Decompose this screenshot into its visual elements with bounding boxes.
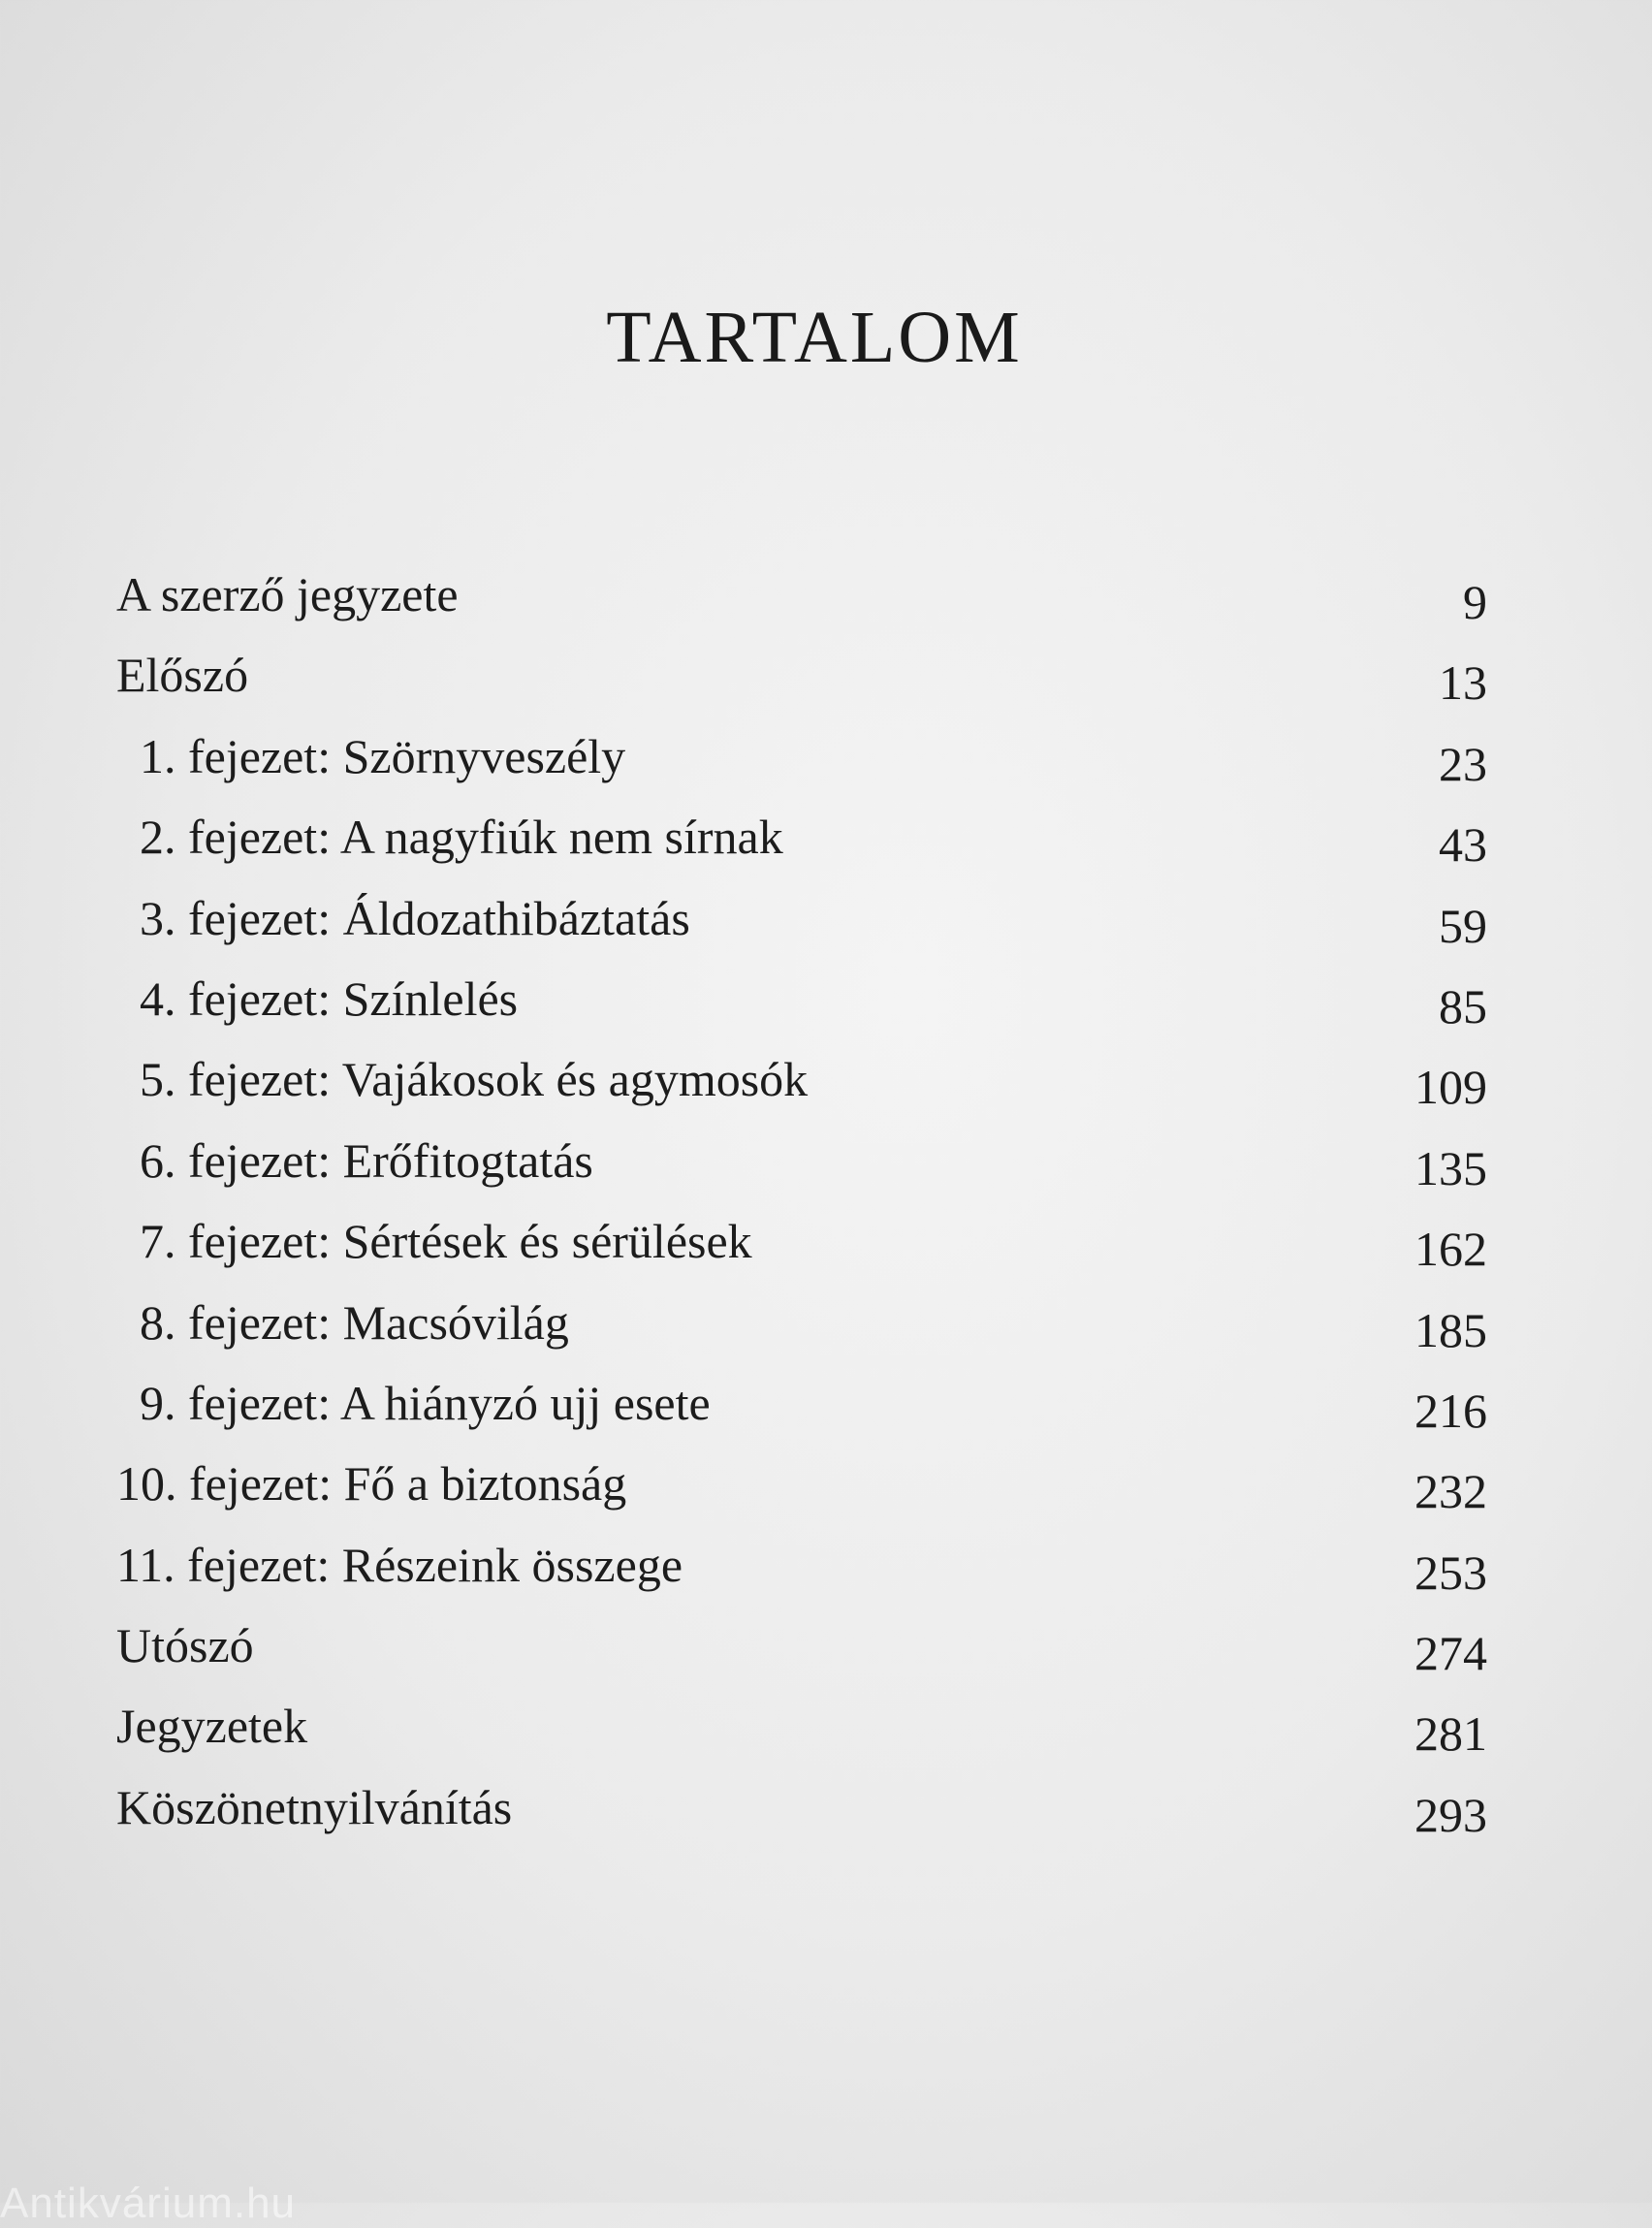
toc-entry (116, 1773, 1487, 1854)
toc-entry-title: 3. fejezet: Áldozathibáztatás (140, 890, 690, 945)
toc-entry-title: A szerző jegyzete (116, 567, 459, 621)
toc-entry (116, 1611, 1487, 1692)
toc-entry (116, 1692, 1487, 1772)
toc-entry-title: 9. fejezet: A hiányzó ujj esete (140, 1375, 711, 1430)
toc-entry-page-number: 13 (1439, 655, 1487, 711)
table-of-contents (116, 560, 1487, 1854)
toc-entry-title: 8. fejezet: Macsóvilág (140, 1294, 569, 1350)
toc-entry-title: 5. fejezet: Vajákosok és agymosók (140, 1052, 809, 1107)
toc-entry-page-number: 274 (1414, 1626, 1487, 1681)
toc-entry-title: Jegyzetek (116, 1699, 308, 1754)
toc-entry (116, 965, 1487, 1045)
page-title: TARTALOM (606, 297, 1023, 378)
toc-entry-page-number: 43 (1439, 817, 1487, 873)
watermark: Antikvárium.hu (0, 2180, 297, 2227)
toc-entry-page-number: 253 (1414, 1544, 1487, 1600)
toc-entry-title: 1. fejezet: Szörnyveszély (140, 728, 626, 783)
toc-entry-title: 7. fejezet: Sértések és sérülések (140, 1214, 752, 1269)
toc-entry (116, 1045, 1487, 1126)
toc-entry-page-number: 23 (1439, 736, 1487, 791)
toc-entry (116, 641, 1487, 721)
toc-entry (116, 1207, 1487, 1288)
toc-entry-title: Köszönetnyilvánítás (116, 1779, 513, 1834)
toc-entry-page-number: 293 (1414, 1787, 1487, 1842)
toc-entry-page-number: 216 (1414, 1383, 1487, 1438)
toc-entry (116, 722, 1487, 803)
toc-entry-title: 6. fejezet: Erőfitogtatás (140, 1132, 593, 1188)
toc-entry-title: Előszó (116, 648, 249, 703)
toc-entry (116, 1289, 1487, 1369)
toc-entry-page-number: 281 (1414, 1706, 1487, 1762)
toc-entry (116, 1127, 1487, 1207)
toc-entry (116, 560, 1487, 641)
toc-entry (116, 884, 1487, 965)
toc-entry (116, 1449, 1487, 1530)
toc-entry-page-number: 9 (1463, 575, 1487, 629)
toc-entry-title: 11. fejezet: Részeink összege (116, 1537, 683, 1592)
toc-entry-page-number: 185 (1414, 1302, 1487, 1357)
toc-entry-title: 4. fejezet: Színlelés (140, 971, 519, 1026)
toc-entry-title: 10. fejezet: Fő a biztonság (116, 1456, 627, 1512)
toc-entry-page-number: 109 (1414, 1060, 1487, 1115)
toc-entry (116, 1531, 1487, 1611)
toc-entry-title: 2. fejezet: A nagyfiúk nem sírnak (140, 810, 783, 865)
toc-entry (116, 1369, 1487, 1449)
toc-entry-page-number: 59 (1439, 898, 1487, 953)
toc-entry-page-number: 135 (1414, 1140, 1487, 1195)
toc-entry-page-number: 162 (1414, 1222, 1487, 1277)
toc-entry-page-number: 232 (1414, 1464, 1487, 1519)
toc-entry-title: Utószó (116, 1618, 254, 1673)
toc-entry (116, 803, 1487, 883)
toc-entry-page-number: 85 (1439, 978, 1487, 1034)
